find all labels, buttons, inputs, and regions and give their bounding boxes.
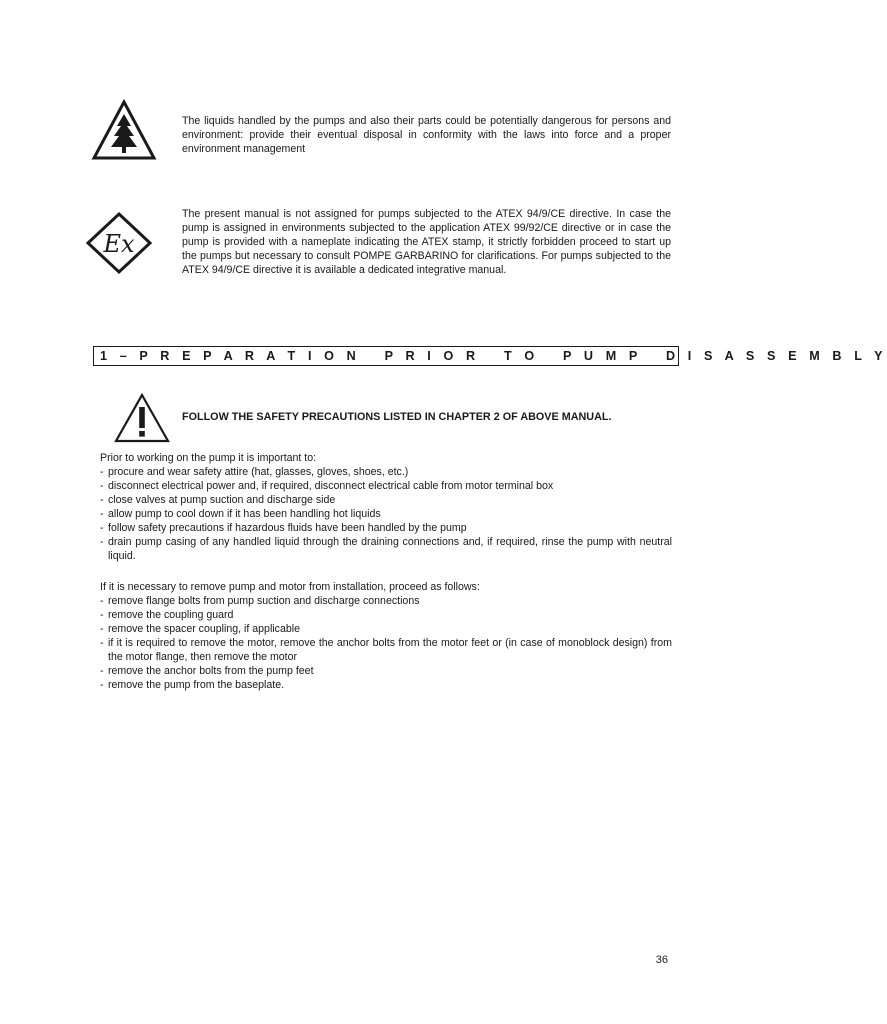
environment-notice: The liquids handled by the pumps and also their parts could be potentially dangerous for persons and environment: provide their eventual disposal in conformity with the laws into force and a proper environment management	[182, 115, 671, 155]
section-header	[93, 346, 887, 366]
page-number: 36	[655, 954, 668, 966]
list-item: - drain pump casing of any handled liquid through the draining connections and, if required, rinse the pump with neutral liquid.	[100, 535, 672, 563]
removal-list	[100, 594, 672, 692]
tree-warning-icon	[92, 100, 156, 160]
list-item: - remove the coupling guard	[100, 608, 672, 622]
list-item: - close valves at pump suction and discharge side	[100, 493, 672, 507]
removal-block	[100, 580, 672, 692]
exclamation-warning-icon	[114, 393, 170, 443]
prior-work-block	[100, 451, 672, 563]
ex-atex-label: Ex	[103, 230, 135, 258]
ex-atex-icon	[84, 212, 154, 274]
list-item: - remove flange bolts from pump suction and discharge connections	[100, 594, 672, 608]
safety-warning-text: FOLLOW THE SAFETY PRECAUTIONS LISTED IN CHAPTER 2 OF ABOVE MANUAL.	[182, 411, 612, 423]
section-title: 1 – P R E P A R A T I O N P R I O R T O P U M P D I S A S S E M B L Y	[100, 349, 887, 363]
list-item: - remove the anchor bolts from the pump feet	[100, 664, 672, 678]
list-item: - procure and wear safety attire (hat, glasses, gloves, shoes, etc.)	[100, 465, 672, 479]
prior-work-intro: Prior to working on the pump it is important to:	[100, 452, 317, 464]
removal-intro: If it is necessary to remove pump and motor from installation, proceed as follows:	[100, 581, 480, 593]
list-item: - allow pump to cool down if it has been handling hot liquids	[100, 507, 672, 521]
list-item: - disconnect electrical power and, if required, disconnect electrical cable from motor terminal box	[100, 479, 672, 493]
list-item: - follow safety precautions if hazardous fluids have been handled by the pump	[100, 521, 672, 535]
list-item: - remove the spacer coupling, if applicable	[100, 622, 672, 636]
prior-work-list	[100, 465, 672, 563]
list-item: - remove the pump from the baseplate.	[100, 678, 672, 692]
atex-notice: The present manual is not assigned for pumps subjected to the ATEX 94/9/CE directive. In case the pump is assigned in environments subjected to the application ATEX 99/92/CE directive or in case the pump is provided with a nameplate indicating the ATEX stamp, it strictly forbidden proceed to start up the pumps but necessary to consult POMPE GARBARINO for clarifications. For pumps subjected to the ATEX 94/9/CE directive it is available a dedicated integrative manual.	[182, 208, 671, 276]
list-item: - if it is required to remove the motor, remove the anchor bolts from the motor feet or (in case of monoblock design) from the motor flange, then remove the motor	[100, 636, 672, 664]
